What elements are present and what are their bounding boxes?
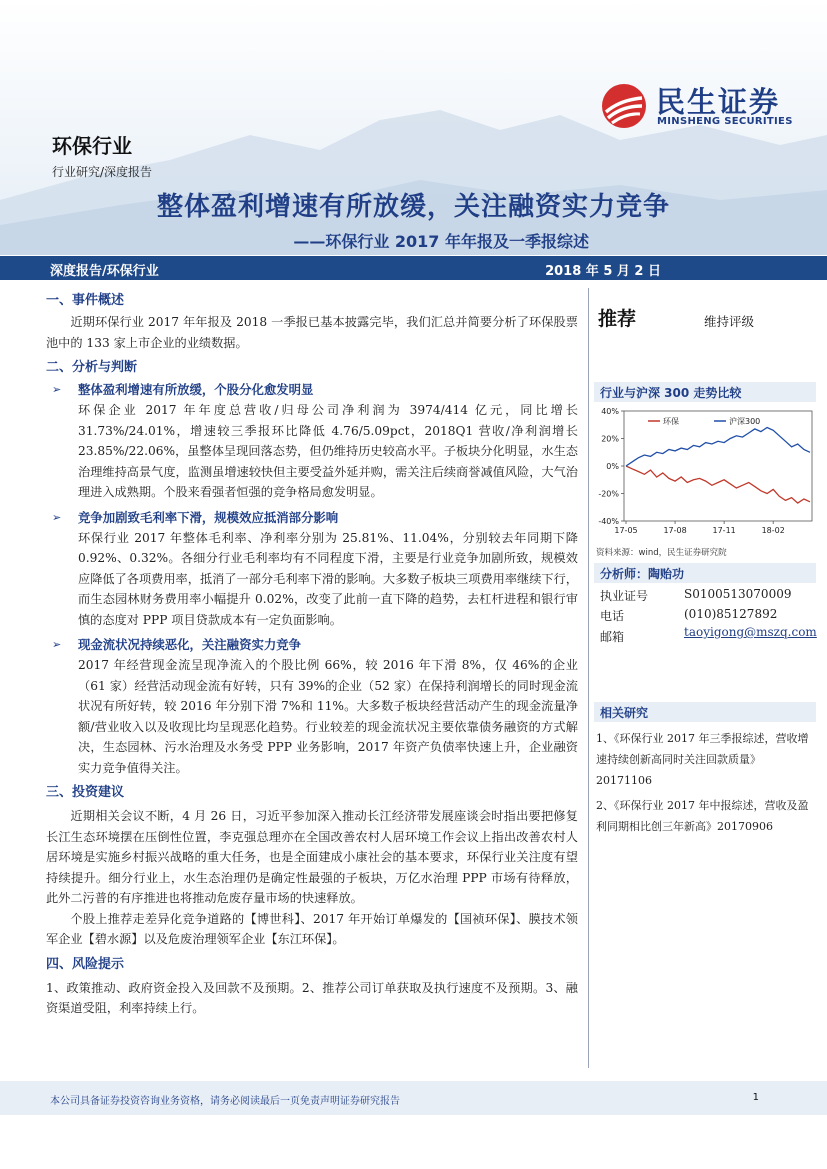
related-item-1[interactable]: 1、《环保行业 2017 年三季报综述，营收增速持续创新高同时关注回款质量》20171106 [596, 732, 809, 787]
chart-source: 资料来源：wind，民生证券研究院 [596, 548, 727, 558]
para-advice-1: 近期相关会议不断，4 月 26 日，习近平参加深入推动长江经济带发展座谈会时指出要把修复长江生态环境摆在压倒性位置，李克强总理亦在全国改善农村人居环境工作会议上指出改善农村人居环境是实施乡村振兴战略的重大任务，也是全面建成小康社会的基本要求，环保行业关注度有望持续提升。细分行业上，水生态治理仍是确定性最强的子板块，万亿水治理 PPP 市场有待释放，此外二污普的有序推进也将推动危废存量市场的快速释放。 [46, 809, 578, 905]
para-profit: 环保企业 2017 年年度总营收/归母公司净利润为 3974/414 亿元，同比增长 31.73%/24.01%，增速较三季报环比降低 4.76/5.09pct，2018Q1 营收/净利润增长 23.85%/22.06%，虽整体呈现回落态势，但仍维持历史较高水平。子板块分化明显，水生态治理维持高景气度，监测虽增速较快但主要受益外延并购，需关注后续商誉减值风险，大气治理进入成熟期。个股来看强者恒强的竞争格局愈发明显。 [78, 403, 578, 499]
band-category: 深度报告/环保行业 [50, 264, 159, 279]
report-type: 行业研究/深度报告 [52, 165, 153, 179]
para-cashflow: 2017 年经营现金流呈现净流入的个股比例 66%，较 2016 年下滑 8%，仅 46%的企业（61 家）经营活动现金流有好转，只有 39%的企业（52 家）在保持利润增长的同时现金流状况有所好转，较 2016 年分别下滑 7%和 11%。大多数子板块经营活动产生的现金流量净额/营业收入以及收现比均呈现恶化趋势。行业较差的现金流状况主要依靠债务融资的方式解决，生态园林、污水治理及水务受 PPP 业务影响，2017 年资产负债率快速上升，企业融资实力竞争值得关注。 [78, 658, 578, 775]
chart-frame [624, 411, 812, 521]
logo-text-cn: 民生证券 [656, 85, 781, 119]
para-risk: 1、政策推动、政府资金投入及回款不及预期。2、推荐公司订单获取及执行速度不及预期。3、融资渠道受阻，利率持续上行。 [46, 980, 578, 1015]
email-label: 邮箱 [600, 630, 625, 644]
arrow-bullet-icon: ➢ [52, 510, 62, 524]
subheading-profit-text: 整体盈利增速有所放缓，个股分化愈发明显 [78, 382, 314, 397]
chart-title: 行业与沪深 300 走势比较 [600, 386, 742, 400]
industry-label: 环保行业 [52, 134, 132, 158]
chart-title-bar [594, 382, 816, 402]
band-date: 2018 年 5 月 2 日 [545, 264, 661, 279]
series-line-huanbao [626, 466, 810, 503]
related-list [596, 728, 814, 837]
column-divider [588, 288, 589, 1068]
y-tick-label: 40% [601, 407, 619, 416]
footer [0, 1081, 827, 1115]
cert-label: 执业证号 [600, 589, 649, 603]
arrow-bullet-icon: ➢ [52, 383, 62, 396]
related-bar [594, 702, 816, 722]
rating: 推荐 [598, 308, 637, 330]
rating-note: 维持评级 [704, 314, 755, 329]
info-band [0, 256, 827, 280]
legend-label: 沪深300 [729, 417, 761, 426]
section-heading-advice: 三、投资建议 [46, 785, 125, 800]
arrow-bullet-icon: ➢ [52, 638, 62, 651]
subheading-cashflow [46, 634, 578, 655]
section-heading-risk: 四、风险提示 [46, 956, 125, 972]
main-content [46, 290, 578, 1019]
phone-label: 电话 [600, 609, 625, 623]
legend-label: 环保 [663, 417, 679, 426]
analyst-bar [594, 563, 816, 583]
email-link[interactable]: taoyigong@mszq.com [684, 625, 817, 639]
y-tick-label: -20% [598, 489, 619, 499]
x-tick-label: 17-08 [663, 526, 687, 535]
x-tick-label: 17-05 [614, 526, 638, 535]
section-para-event: 近期环保行业 2017 年年报及 2018 一季报已基本披露完毕，我们汇总并简要分析了环保股票池中的 133 家上市企业的业绩数据。 [46, 315, 578, 350]
analyst-title: 分析师：陶贻功 [600, 567, 685, 581]
series-line-hs300 [626, 428, 810, 467]
subheading-cashflow-text: 现金流状况持续恶化，关注融资实力竞争 [78, 637, 302, 652]
report-header [0, 0, 827, 255]
subheading-margin-text: 竞争加剧致毛利率下滑，规模效应抵消部分影响 [78, 509, 339, 525]
page-subtitle: ——环保行业 2017 年年报及一季报综述 [293, 232, 589, 251]
section-heading-analysis: 二、分析与判断 [46, 360, 138, 375]
para-advice-2: 个股上推荐走差异化竞争道路的【博世科】、2017 年开始订单爆发的【国祯环保】、膜技术领军企业【碧水源】以及危废治理领军企业【东江环保】。 [46, 911, 578, 946]
logo-text-en: MINSHENG SECURITIES [657, 116, 793, 127]
y-tick-label: 0% [606, 462, 619, 471]
cert-value: S0100513070009 [684, 587, 792, 601]
y-tick-label: 20% [601, 434, 619, 444]
related-title: 相关研究 [600, 706, 649, 720]
minsheng-logo-icon [600, 82, 648, 130]
related-item-2[interactable]: 2、《环保行业 2017 年中报综述，营收及盈利同期相比创三年新高》20170906 [596, 799, 809, 833]
subheading-profit [46, 379, 578, 400]
x-tick-label: 17-11 [712, 526, 736, 535]
para-margin: 环保行业 2017 年整体毛利率、净利率分别为 25.81%、11.04%，分别较去年同期下降 0.92%、0.32%。各细分行业毛利率均有不同程度下滑，主要是行业竞争加剧所致，规模效应降低了各项费用率，抵消了一部分毛利率下滑的影响。大多数子板块三项费用率继续下行，而生态园林财务费用率小幅提升 0.02%，改变了此前一直下降的趋势，去杠杆进程和银行审慎的态度对 PPP 项目贷款成本有一定负面影响。 [78, 530, 578, 627]
trend-chart [594, 403, 816, 543]
subheading-margin [46, 507, 578, 528]
minsheng-logo [600, 82, 800, 130]
section-heading-event: 一、事件概述 [46, 293, 125, 308]
page-number: 1 [752, 1092, 759, 1103]
y-tick-label: -40% [598, 517, 619, 526]
footer-disclaimer: 本公司具备证券投资咨询业务资格，请务必阅读最后一页免责声明证券研究报告 [50, 1096, 400, 1107]
page-title: 整体盈利增速有所放缓，关注融资实力竞争 [156, 192, 670, 222]
phone-value: (010)85127892 [684, 607, 778, 621]
x-tick-label: 18-02 [761, 526, 785, 535]
